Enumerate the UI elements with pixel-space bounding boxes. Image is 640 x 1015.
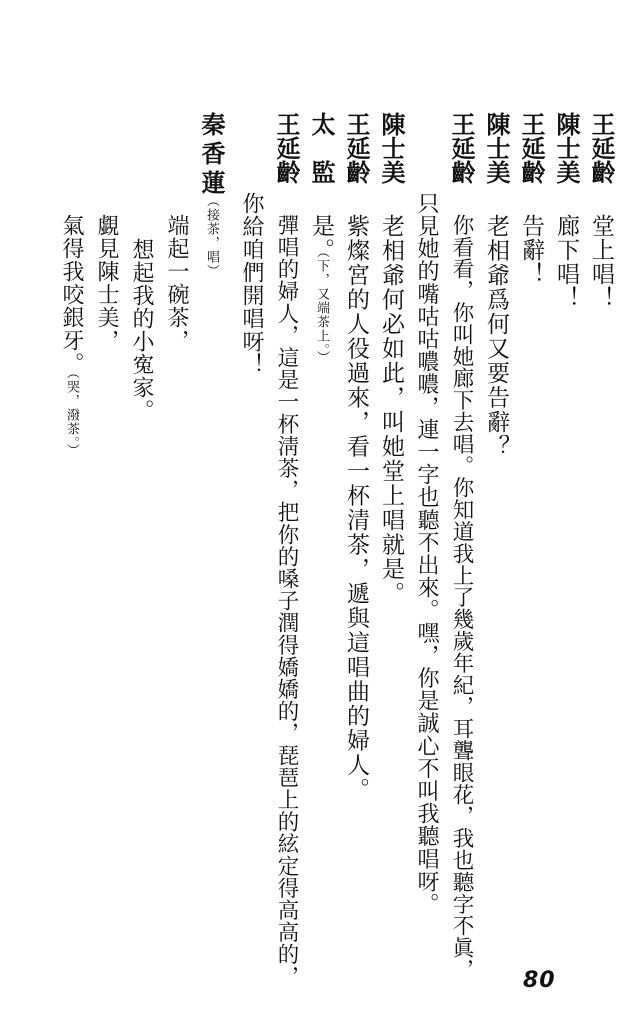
page-number: 80 — [523, 968, 556, 993]
stage-direction-eunuch: （下，又端茶上。） — [314, 245, 329, 365]
speaker-qin-xianglian: 秦香蓮 — [197, 112, 226, 199]
stage-direction-final: （哭，潑茶。） — [64, 366, 79, 458]
verse-line-2: 想起我的小寃家。 — [129, 238, 154, 422]
speaker-chen-shimei-2: 陳士美 — [482, 112, 511, 184]
dialogue-line-7: 紫燦宮的人役過來，看一杯清茶，遞與這唱曲的婦人。 — [343, 214, 369, 802]
dialogue-line-4: 老相爺爲何又要告辭？ — [483, 214, 509, 459]
dialogue-line-5-continuation: 只見她的嘴咕咕噥噥，連一字也聽不出來。嘿，你是誠心不叫我聽唱呀。 — [414, 192, 439, 916]
dialogue-line-9: 彈唱的婦人，這是一杯淸茶，把你的嗓子潤得嬌嬌的，琵琶上的絃定得高高的， — [274, 214, 299, 988]
dialogue-line-5: 你看看，你叫她廊下去唱。你知道我上了幾歲年紀，耳聾眼花，我也聽字不眞， — [449, 214, 474, 981]
dialogue-line-6: 老相爺何必如此，叫她堂上唱就是。 — [378, 214, 404, 606]
verse-line-3: 覷見陳士美， — [94, 214, 119, 352]
dialogue-line-2: 廊下唱！ — [553, 214, 579, 310]
speaker-chen-shimei-1: 陳士美 — [552, 112, 581, 184]
speaker-eunuch: 太 監 — [307, 112, 336, 184]
dialogue-line-8: 是。 — [308, 214, 334, 262]
dialogue-line-3: 告辭！ — [518, 214, 544, 286]
speaker-wang-yanling-1: 王延齡 — [587, 112, 616, 184]
speaker-wang-yanling-5: 王延齡 — [272, 112, 301, 184]
speaker-wang-yanling-3: 王延齡 — [447, 112, 476, 184]
verse-line-1: 端起一碗茶， — [164, 214, 189, 352]
dialogue-line-9-continuation: 你給咱們開唱呀！ — [239, 192, 264, 376]
verse-line-4: 氣得我咬銀牙。 — [59, 214, 84, 375]
speaker-wang-yanling-4: 王延齡 — [342, 112, 371, 184]
stage-direction-qin-xianglian: （接茶，唱） — [204, 194, 219, 278]
speaker-wang-yanling-2: 王延齡 — [517, 112, 546, 184]
dialogue-line-1: 堂上唱！ — [588, 214, 614, 310]
speaker-chen-shimei-3: 陳士美 — [377, 112, 406, 184]
